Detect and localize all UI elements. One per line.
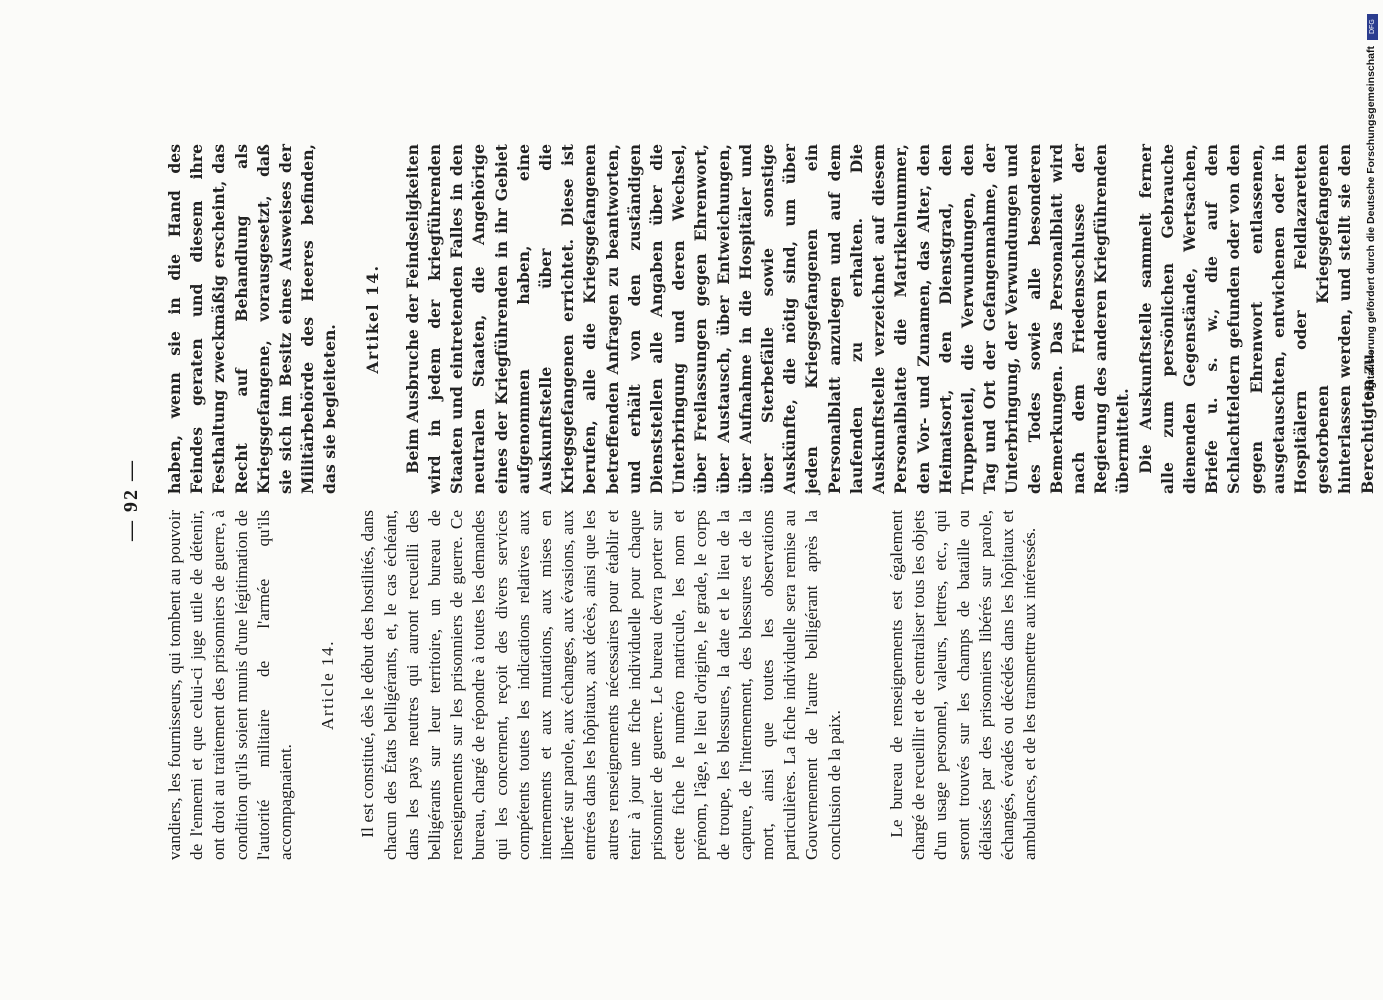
german-article-heading: Artikel 14.	[362, 264, 382, 374]
page-number: — 92 —	[120, 459, 142, 541]
credit-text: Digitalisierung gefördert durch die Deutsche Forschungsgemeinschaft	[1365, 46, 1377, 399]
french-paragraph-continuation: vandiers, les fournisseurs, qui tombent au pouvoir de l'ennemi et que celui-ci juge utile de détenir, ont droit au traitement des prisonniers de guerre, à condition qu'ils soient munis d'une légitimation de l'autorité militaire de l'armée qu'ils accompagnaient.	[165, 510, 296, 860]
french-column	[164, 510, 1041, 860]
german-column	[164, 144, 1379, 494]
german-paragraph-article-14: Beim Ausbruche der Feindseligkeiten wird in jedem der kriegführenden Staaten und eintretenden Falles in den neutralen Staaten, die Angehörige eines der Kriegführenden in ihr Gebiet aufgenommen haben, eine Auskunftstelle über die Kriegsgefangenen errichtet. Diese ist berufen, alle die Kriegsgefangenen betreffenden Anfragen zu beantworten, und erhält von den zuständigen Dienststellen alle Angaben über die Unterbringung und deren Wechsel, über Freilassungen gegen Ehrenwort, über Austausch, über Entweichungen, über Aufnahme in die Hospitäler und über Sterbefälle sowie sonstige Auskünfte, die nötig sind, um über jeden Kriegsgefangenen ein Personalblatt anzulegen und auf dem laufenden zu erhalten. Die Auskunftstelle verzeichnet auf diesem Personalblatte die Matrikelnummer, den Vor- und Zunamen, das Alter, den Heimatsort, den Dienstgrad, den Truppenteil, die Verwundungen, den Tag und Ort der Gefangennahme, der Unterbringung, der Verwundungen und des Todes sowie alle besonderen Bemerkungen. Das Personalblatt wird nach dem Friedensschlusse der Regierung des anderen Kriegführenden übermittelt.	[402, 144, 1133, 494]
french-article-heading: Article 14.	[318, 640, 338, 731]
german-paragraph-auskunftstelle: Die Auskunftstelle sammelt ferner alle zum persönlichen Gebrauche dienenden Gegenstände, Wertsachen, Briefe u. s. w., die auf den Schlachtfeldern gefunden oder von den gegen Ehrenwort entlassenen, ausgetauschten, entwichenen oder in Hospitälern oder Feldlazaretten gestorbenen Kriegsgefangenen hinterlassen werden, und stellt sie den Berechtigten zu.	[1135, 144, 1377, 494]
french-paragraph-article-14: Il est constitué, dès le début des hostilités, dans chacun des États belligérants, et, le cas échéant, dans les pays neutres qui auront recueilli des belligérants sur leur territoire, un bureau de renseignements sur les prisonniers de guerre. Ce bureau, chargé de répondre à toutes les demandes qui les concernent, reçoit des divers services compétents toutes les indications relatives aux internements et aux mutations, aux mises en liberté sur parole, aux échanges, aux évasions, aux entrées dans les hôpitaux, aux décès, ainsi que les autres renseignements nécessaires pour établir et tenir à jour une fiche individuelle pour chaque prisonnier de guerre. Le bureau devra porter sur cette fiche le numéro matricule, les nom et prénom, l'âge, le lieu d'origine, le grade, le corps de troupe, les blessures, la date et le lieu de la capture, de l'internement, des blessures et de la mort, ainsi que toutes les observations particulières. La fiche individuelle sera remise au Gouvernement de l'autre belligérant après la conclusion de la paix.	[358, 510, 844, 860]
digitization-credit	[1365, 10, 1383, 450]
dfg-logo-icon: DFG	[1367, 14, 1378, 40]
german-paragraph-continuation: haben, wenn sie in die Hand des Feindes geraten und diesem ihre Festhaltung zweckmäßig erscheint, das Recht auf Behandlung als Kriegsgefangene, vorausgesetzt, daß sie sich im Besitz eines Ausweises der Militärbehörde des Heeres befinden, das sie begleiteten.	[165, 144, 340, 494]
french-paragraph-bureau: Le bureau de renseignements est également chargé de recueillir et de centraliser tous les objets d'un usage personnel, valeurs, lettres, etc., qui seront trouvés sur les champs de bataille ou délaissés par des prisonniers libérés sur parole, échangés, évadés ou décédés dans les hôpitaux et ambulances, et de les transmettre aux intéressés.	[886, 510, 1040, 860]
